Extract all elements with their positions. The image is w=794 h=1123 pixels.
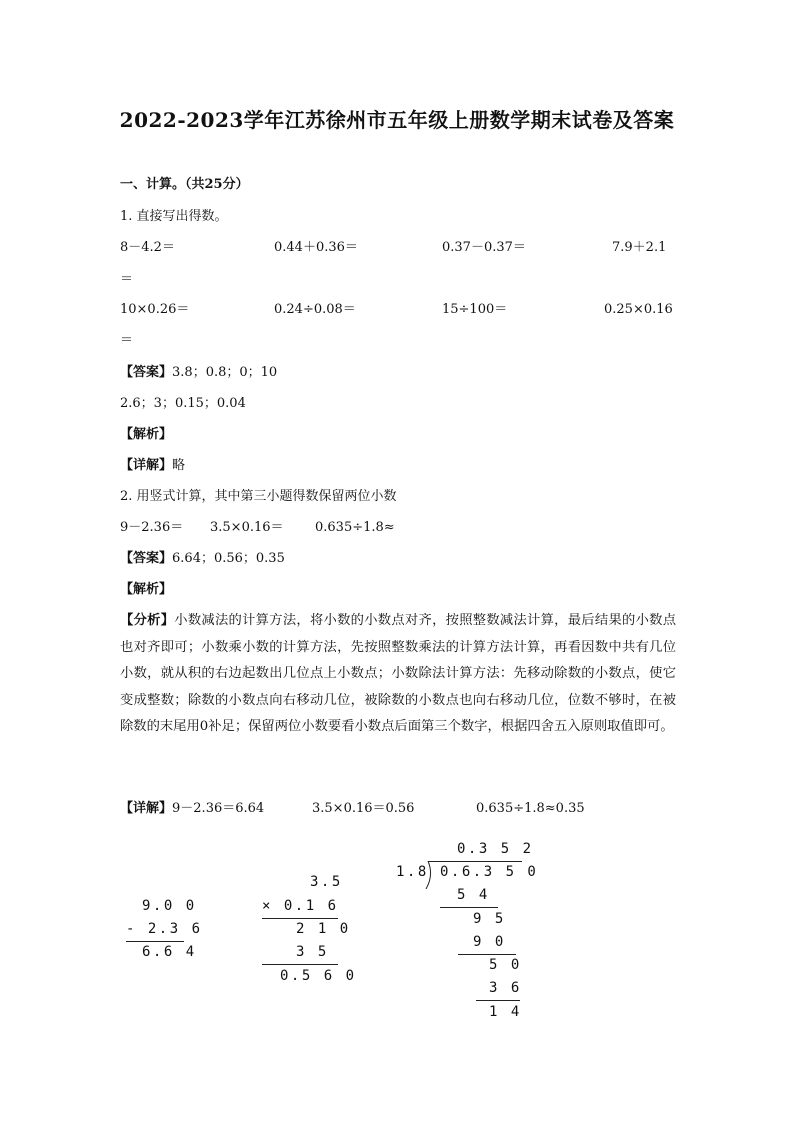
div-remainder: 1 4 — [489, 1004, 522, 1020]
q1-item-6: 0.24÷0.08＝ — [274, 302, 356, 317]
div-step-2: 9 5 — [473, 911, 506, 927]
question-2-label: 2. 用竖式计算，其中第三小题得数保留两位小数 — [120, 489, 397, 504]
mul-partial-1: 2 1 0 — [296, 921, 351, 937]
div-dividend: 0.6.3 5 0 — [440, 864, 539, 880]
q1-item-3: 0.37－0.37＝ — [442, 240, 526, 255]
detail-tag: 【详解】 — [120, 458, 173, 473]
sub-result: 6.6 4 — [142, 944, 197, 960]
mul-multiplier: × 0.1 6 — [262, 898, 339, 914]
question-1-label: 1. 直接写出得数。 — [120, 209, 228, 224]
mul-rule-2 — [262, 964, 338, 965]
q1-answer — [120, 363, 277, 383]
sub-rule — [126, 941, 184, 942]
q1-answer-line2: 2.6；3；0.15；0.04 — [120, 396, 246, 411]
fenxi-text: 小数减法的计算方法，将小数的小数点对齐，按照整数减法计算，最后结果的小数点也对齐即可；小数乘小数的计算方法，先按照整数乘法的计算方法计算，再看因数中共有几位小数，就从积的右边起数出几位点上小数点；小数除法计算方法：先移动除数的小数点，使它变成整数；除数的小数点向右移动几位，被除数的小数点也向右移动几位，位数不够时，在被除数的末尾用0补足；保留两位小数要看小数点后面第三个数字，根据四舍五入原则取值即可。 — [120, 613, 677, 734]
q1-item-7: 15÷100＝ — [442, 302, 508, 317]
sub-minuend: 9.0 0 — [142, 898, 197, 914]
q1-item-8-wrap: ＝ — [120, 333, 134, 348]
q1-item-2: 0.44＋0.36＝ — [274, 240, 358, 255]
answer-tag: 【答案】 — [120, 365, 173, 380]
detail-tag: 【详解】 — [120, 801, 173, 816]
detail-result-1: 9－2.36＝6.64 — [172, 801, 265, 816]
section-heading: 一、计算。（共25分） — [120, 177, 249, 192]
mul-partial-2: 3 5 — [296, 944, 329, 960]
answer-text: 3.8；0.8；0；10 — [172, 365, 278, 380]
division-bracket-icon — [422, 861, 434, 889]
q1-item-4-wrap: ＝ — [120, 272, 134, 287]
q2-answer — [120, 549, 285, 569]
mul-product: 0.5 6 0 — [280, 968, 357, 984]
q2-problem-3: 0.635÷1.8≈ — [315, 520, 395, 535]
mul-rule-1 — [262, 918, 338, 919]
q1-analysis-tag: 【解析】 — [120, 427, 173, 442]
mul-multiplicand: 3.5 — [310, 874, 343, 890]
div-bracket-top — [428, 861, 522, 862]
div-step-4: 5 0 — [489, 957, 522, 973]
q1-detail — [120, 456, 185, 476]
detail-text: 略 — [172, 458, 186, 473]
q2-analysis-tag: 【解析】 — [120, 582, 173, 597]
q2-analysis-paragraph — [120, 608, 676, 741]
sub-subtrahend: - 2.3 6 — [126, 921, 203, 937]
page-title: 2022-2023学年江苏徐州市五年级上册数学期末试卷及答案 — [119, 108, 675, 132]
q1-item-1: 8－4.2＝ — [120, 240, 175, 255]
answer-text: 6.64；0.56；0.35 — [172, 551, 285, 566]
div-step-3: 9 0 — [473, 934, 506, 950]
q2-problem-1: 9－2.36＝ — [120, 520, 184, 535]
div-rule-3 — [476, 1000, 520, 1001]
div-step-5: 3 6 — [489, 980, 522, 996]
detail-result-3: 0.635÷1.8≈0.35 — [476, 801, 585, 816]
q2-problem-2: 3.5×0.16＝ — [210, 520, 284, 535]
div-rule-1 — [440, 907, 498, 908]
q2-detail — [120, 799, 264, 819]
div-divisor: 1.8 — [396, 864, 429, 880]
div-step-1: 5 4 — [457, 887, 490, 903]
q1-item-5: 10×0.26＝ — [120, 302, 190, 317]
q1-item-4: 7.9＋2.1 — [612, 240, 667, 255]
div-quotient: 0.3 5 2 — [457, 841, 534, 857]
detail-result-2: 3.5×0.16＝0.56 — [312, 801, 415, 816]
answer-tag: 【答案】 — [120, 551, 173, 566]
div-rule-2 — [458, 954, 516, 955]
fenxi-tag: 【分析】 — [120, 613, 175, 628]
q1-item-8: 0.25×0.16 — [604, 302, 673, 317]
